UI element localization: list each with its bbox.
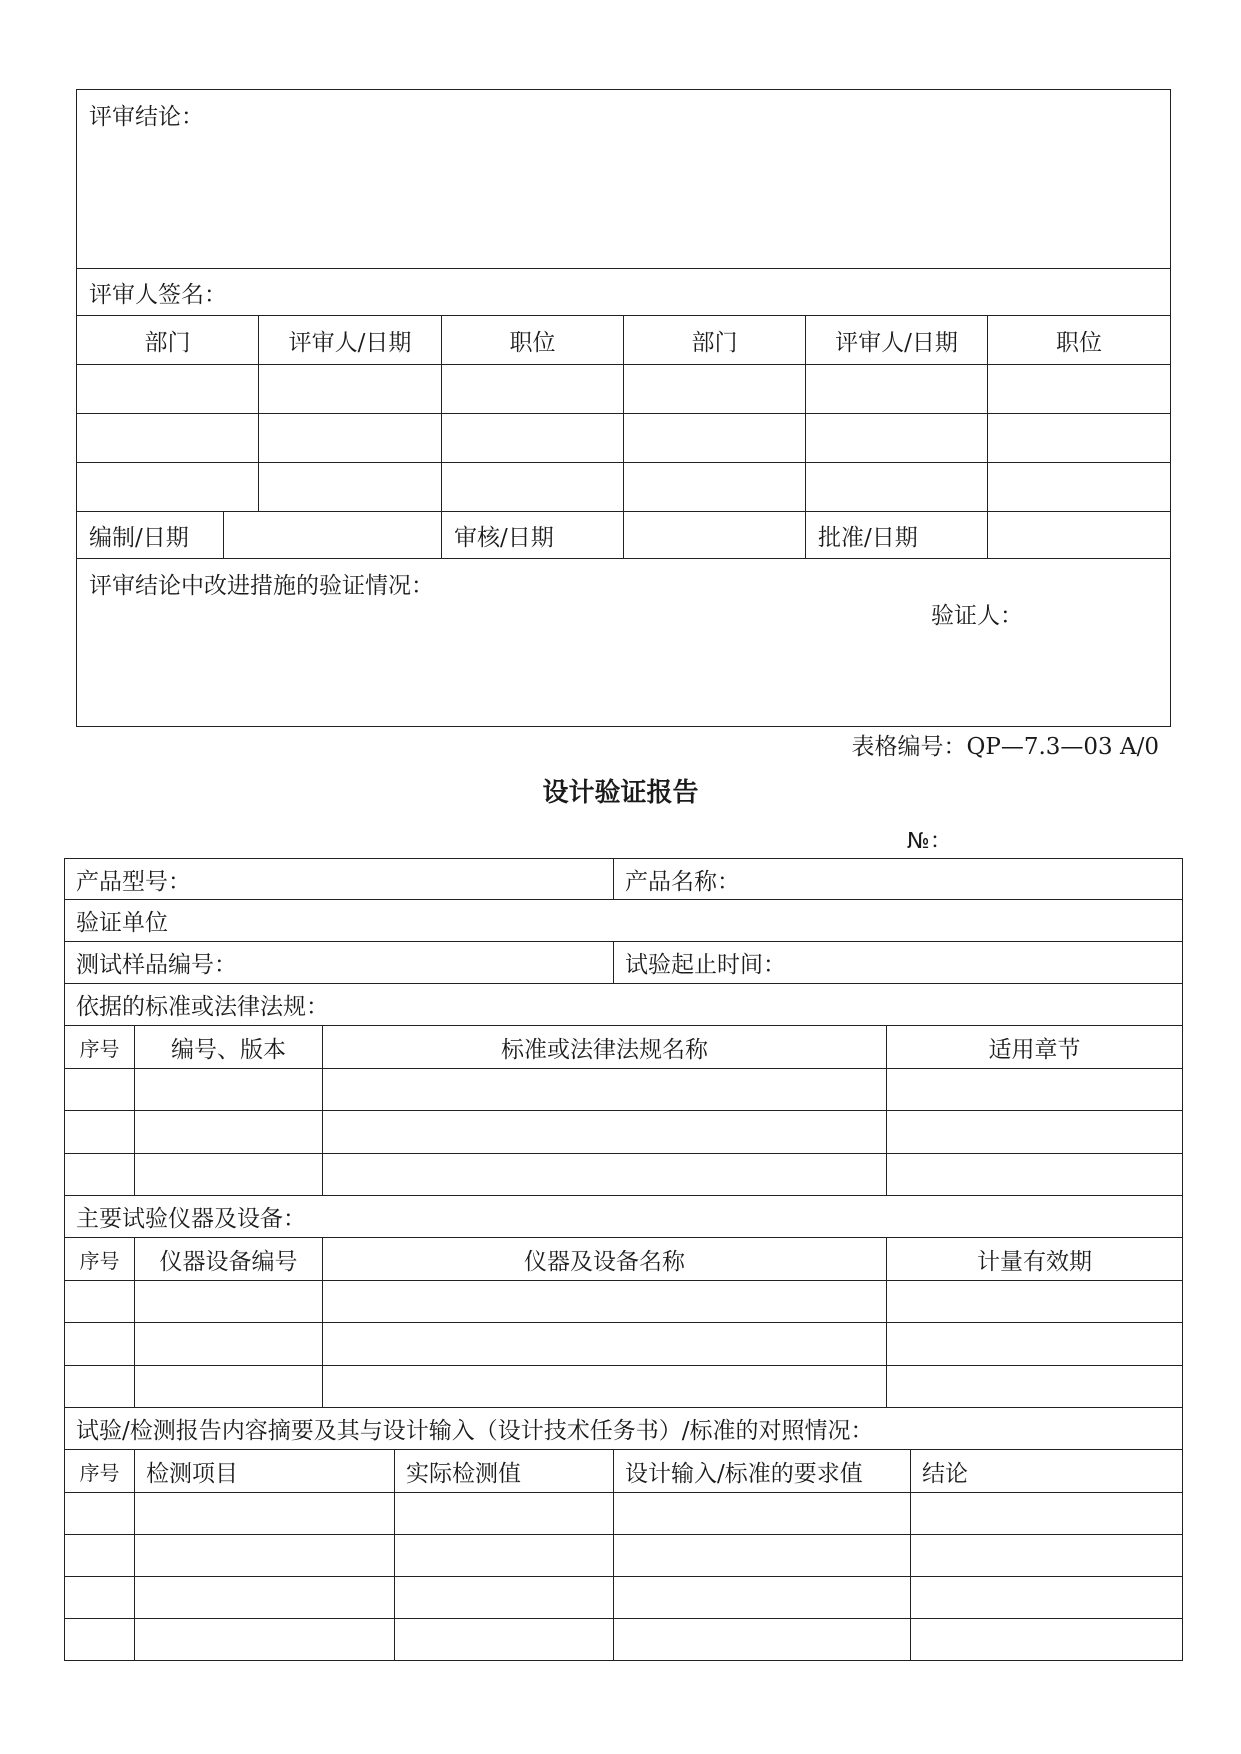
reviewer-cell[interactable] <box>624 365 806 414</box>
comparison-cell[interactable] <box>395 1493 614 1535</box>
instruments-header-row <box>65 1238 1183 1281</box>
instruments-cell[interactable] <box>887 1366 1183 1408</box>
standards-section-heading <box>65 984 1183 1026</box>
comparison-cell[interactable] <box>135 1493 395 1535</box>
standards-cell[interactable] <box>323 1069 887 1111</box>
comparison-row <box>65 1619 1183 1661</box>
comparison-label: 试验/检测报告内容摘要及其与设计输入（设计技术任务书）/标准的对照情况： <box>76 1418 874 1444</box>
reviewer-row <box>77 365 1171 414</box>
verifier-label: 验证人： <box>931 603 1023 629</box>
comparison-cell[interactable] <box>614 1577 911 1619</box>
standards-cell[interactable] <box>887 1111 1183 1154</box>
sample-number-field[interactable] <box>65 942 614 984</box>
prepared-date-field[interactable] <box>224 512 442 559</box>
verification-field[interactable] <box>77 559 1171 727</box>
comparison-cell[interactable] <box>911 1493 1183 1535</box>
reviewer-cell[interactable] <box>442 414 624 463</box>
header-calibration-validity: 计量有效期 <box>887 1238 1183 1281</box>
comparison-cell[interactable] <box>135 1577 395 1619</box>
standards-row <box>65 1111 1183 1154</box>
header-actual-value: 实际检测值 <box>395 1450 614 1493</box>
reviewer-cell[interactable] <box>77 463 259 512</box>
comparison-cell[interactable] <box>135 1535 395 1577</box>
header-reviewer-date: 评审人/日期 <box>259 316 442 365</box>
standards-cell[interactable] <box>323 1111 887 1154</box>
instruments-row <box>65 1281 1183 1323</box>
reviewer-cell[interactable] <box>259 463 442 512</box>
reviewer-cell[interactable] <box>988 365 1171 414</box>
comparison-cell[interactable] <box>65 1577 135 1619</box>
product-name-field[interactable] <box>614 859 1183 900</box>
sample-number-label: 测试样品编号： <box>76 952 237 978</box>
reviewed-date-label: 审核/日期 <box>442 512 624 559</box>
product-name-label: 产品名称： <box>625 868 740 895</box>
comparison-section-heading <box>65 1408 1183 1450</box>
comparison-cell[interactable] <box>65 1535 135 1577</box>
reviewer-cell[interactable] <box>77 365 259 414</box>
instruments-cell[interactable] <box>323 1281 887 1323</box>
comparison-cell[interactable] <box>135 1619 395 1661</box>
instruments-cell[interactable] <box>135 1366 323 1408</box>
reviewer-cell[interactable] <box>442 365 624 414</box>
instruments-cell[interactable] <box>135 1281 323 1323</box>
review-table <box>76 89 1171 727</box>
standards-row <box>65 1069 1183 1111</box>
approved-date-label: 批准/日期 <box>806 512 988 559</box>
comparison-cell[interactable] <box>614 1535 911 1577</box>
comparison-cell[interactable] <box>65 1619 135 1661</box>
instruments-cell[interactable] <box>65 1366 135 1408</box>
instruments-cell[interactable] <box>65 1323 135 1366</box>
standards-label: 依据的标准或法律法规： <box>76 994 329 1020</box>
standards-row <box>65 1154 1183 1196</box>
reviewer-cell[interactable] <box>624 414 806 463</box>
comparison-row <box>65 1577 1183 1619</box>
reviewer-cell[interactable] <box>806 414 988 463</box>
header-required-value: 设计输入/标准的要求值 <box>614 1450 911 1493</box>
comparison-cell[interactable] <box>911 1619 1183 1661</box>
reviewer-cell[interactable] <box>442 463 624 512</box>
product-model-field[interactable] <box>65 859 614 900</box>
test-period-label: 试验起止时间： <box>625 952 786 978</box>
comparison-cell[interactable] <box>395 1577 614 1619</box>
product-model-label: 产品型号： <box>76 868 191 895</box>
instruments-cell[interactable] <box>887 1323 1183 1366</box>
comparison-cell[interactable] <box>65 1493 135 1535</box>
report-table <box>64 858 1183 1661</box>
reviewer-cell[interactable] <box>624 463 806 512</box>
report-number-label: №： <box>907 829 952 854</box>
instruments-cell[interactable] <box>323 1366 887 1408</box>
header-serial: 序号 <box>65 1450 135 1493</box>
standards-cell[interactable] <box>135 1154 323 1196</box>
header-number-version: 编号、版本 <box>135 1026 323 1069</box>
standards-cell[interactable] <box>135 1111 323 1154</box>
reviewer-cell[interactable] <box>806 365 988 414</box>
comparison-cell[interactable] <box>614 1493 911 1535</box>
prepared-date-label: 编制/日期 <box>77 512 224 559</box>
instruments-row <box>65 1366 1183 1408</box>
approved-date-field[interactable] <box>988 512 1171 559</box>
standards-cell[interactable] <box>323 1154 887 1196</box>
reviewer-cell[interactable] <box>988 463 1171 512</box>
header-standard-name: 标准或法律法规名称 <box>323 1026 887 1069</box>
header-department: 部门 <box>77 316 259 365</box>
header-test-item: 检测项目 <box>135 1450 395 1493</box>
comparison-row <box>65 1493 1183 1535</box>
comparison-cell[interactable] <box>614 1619 911 1661</box>
verify-unit-label: 验证单位 <box>76 910 168 936</box>
comparison-cell[interactable] <box>911 1535 1183 1577</box>
instruments-row <box>65 1323 1183 1366</box>
reviewer-cell[interactable] <box>77 414 259 463</box>
comparison-cell[interactable] <box>911 1577 1183 1619</box>
standards-cell[interactable] <box>65 1154 135 1196</box>
instruments-cell[interactable] <box>887 1281 1183 1323</box>
header-department: 部门 <box>624 316 806 365</box>
comparison-cell[interactable] <box>395 1535 614 1577</box>
verify-unit-field[interactable] <box>65 900 1183 942</box>
review-conclusion-field[interactable] <box>77 90 1171 269</box>
instruments-label: 主要试验仪器及设备： <box>76 1206 306 1232</box>
sample-row <box>65 942 1183 984</box>
reviewer-cell[interactable] <box>988 414 1171 463</box>
standards-cell[interactable] <box>887 1154 1183 1196</box>
verification-label: 评审结论中改进措施的验证情况： <box>89 573 434 599</box>
reviewed-date-field[interactable] <box>624 512 806 559</box>
comparison-row <box>65 1535 1183 1577</box>
sign-off-row <box>77 512 1171 559</box>
reviewer-cell[interactable] <box>259 414 442 463</box>
reviewer-cell[interactable] <box>806 463 988 512</box>
instruments-section-heading <box>65 1196 1183 1238</box>
test-period-field[interactable] <box>614 942 1183 984</box>
header-conclusion: 结论 <box>911 1450 1183 1493</box>
standards-cell[interactable] <box>65 1069 135 1111</box>
report-title: 设计验证报告 <box>542 778 699 808</box>
reviewer-signature-row <box>77 269 1171 316</box>
standards-cell[interactable] <box>135 1069 323 1111</box>
header-instrument-number: 仪器设备编号 <box>135 1238 323 1281</box>
reviewer-cell[interactable] <box>259 365 442 414</box>
header-reviewer-date: 评审人/日期 <box>806 316 988 365</box>
instruments-cell[interactable] <box>65 1281 135 1323</box>
header-position: 职位 <box>988 316 1171 365</box>
form-code: 表格编号：QP—7.3—03 A/0 <box>851 734 1159 760</box>
standards-cell[interactable] <box>887 1069 1183 1111</box>
standards-cell[interactable] <box>65 1111 135 1154</box>
instruments-cell[interactable] <box>135 1323 323 1366</box>
comparison-cell[interactable] <box>395 1619 614 1661</box>
header-position: 职位 <box>442 316 624 365</box>
product-row <box>65 859 1183 900</box>
reviewer-header-row <box>77 316 1171 365</box>
header-serial: 序号 <box>65 1238 135 1281</box>
reviewer-signature-label: 评审人签名： <box>89 281 227 308</box>
instruments-cell[interactable] <box>323 1323 887 1366</box>
header-applicable-clause: 适用章节 <box>887 1026 1183 1069</box>
header-serial: 序号 <box>65 1026 135 1069</box>
review-conclusion-label: 评审结论： <box>89 104 204 130</box>
header-instrument-name: 仪器及设备名称 <box>323 1238 887 1281</box>
reviewer-row <box>77 463 1171 512</box>
reviewer-row <box>77 414 1171 463</box>
standards-header-row <box>65 1026 1183 1069</box>
comparison-header-row <box>65 1450 1183 1493</box>
